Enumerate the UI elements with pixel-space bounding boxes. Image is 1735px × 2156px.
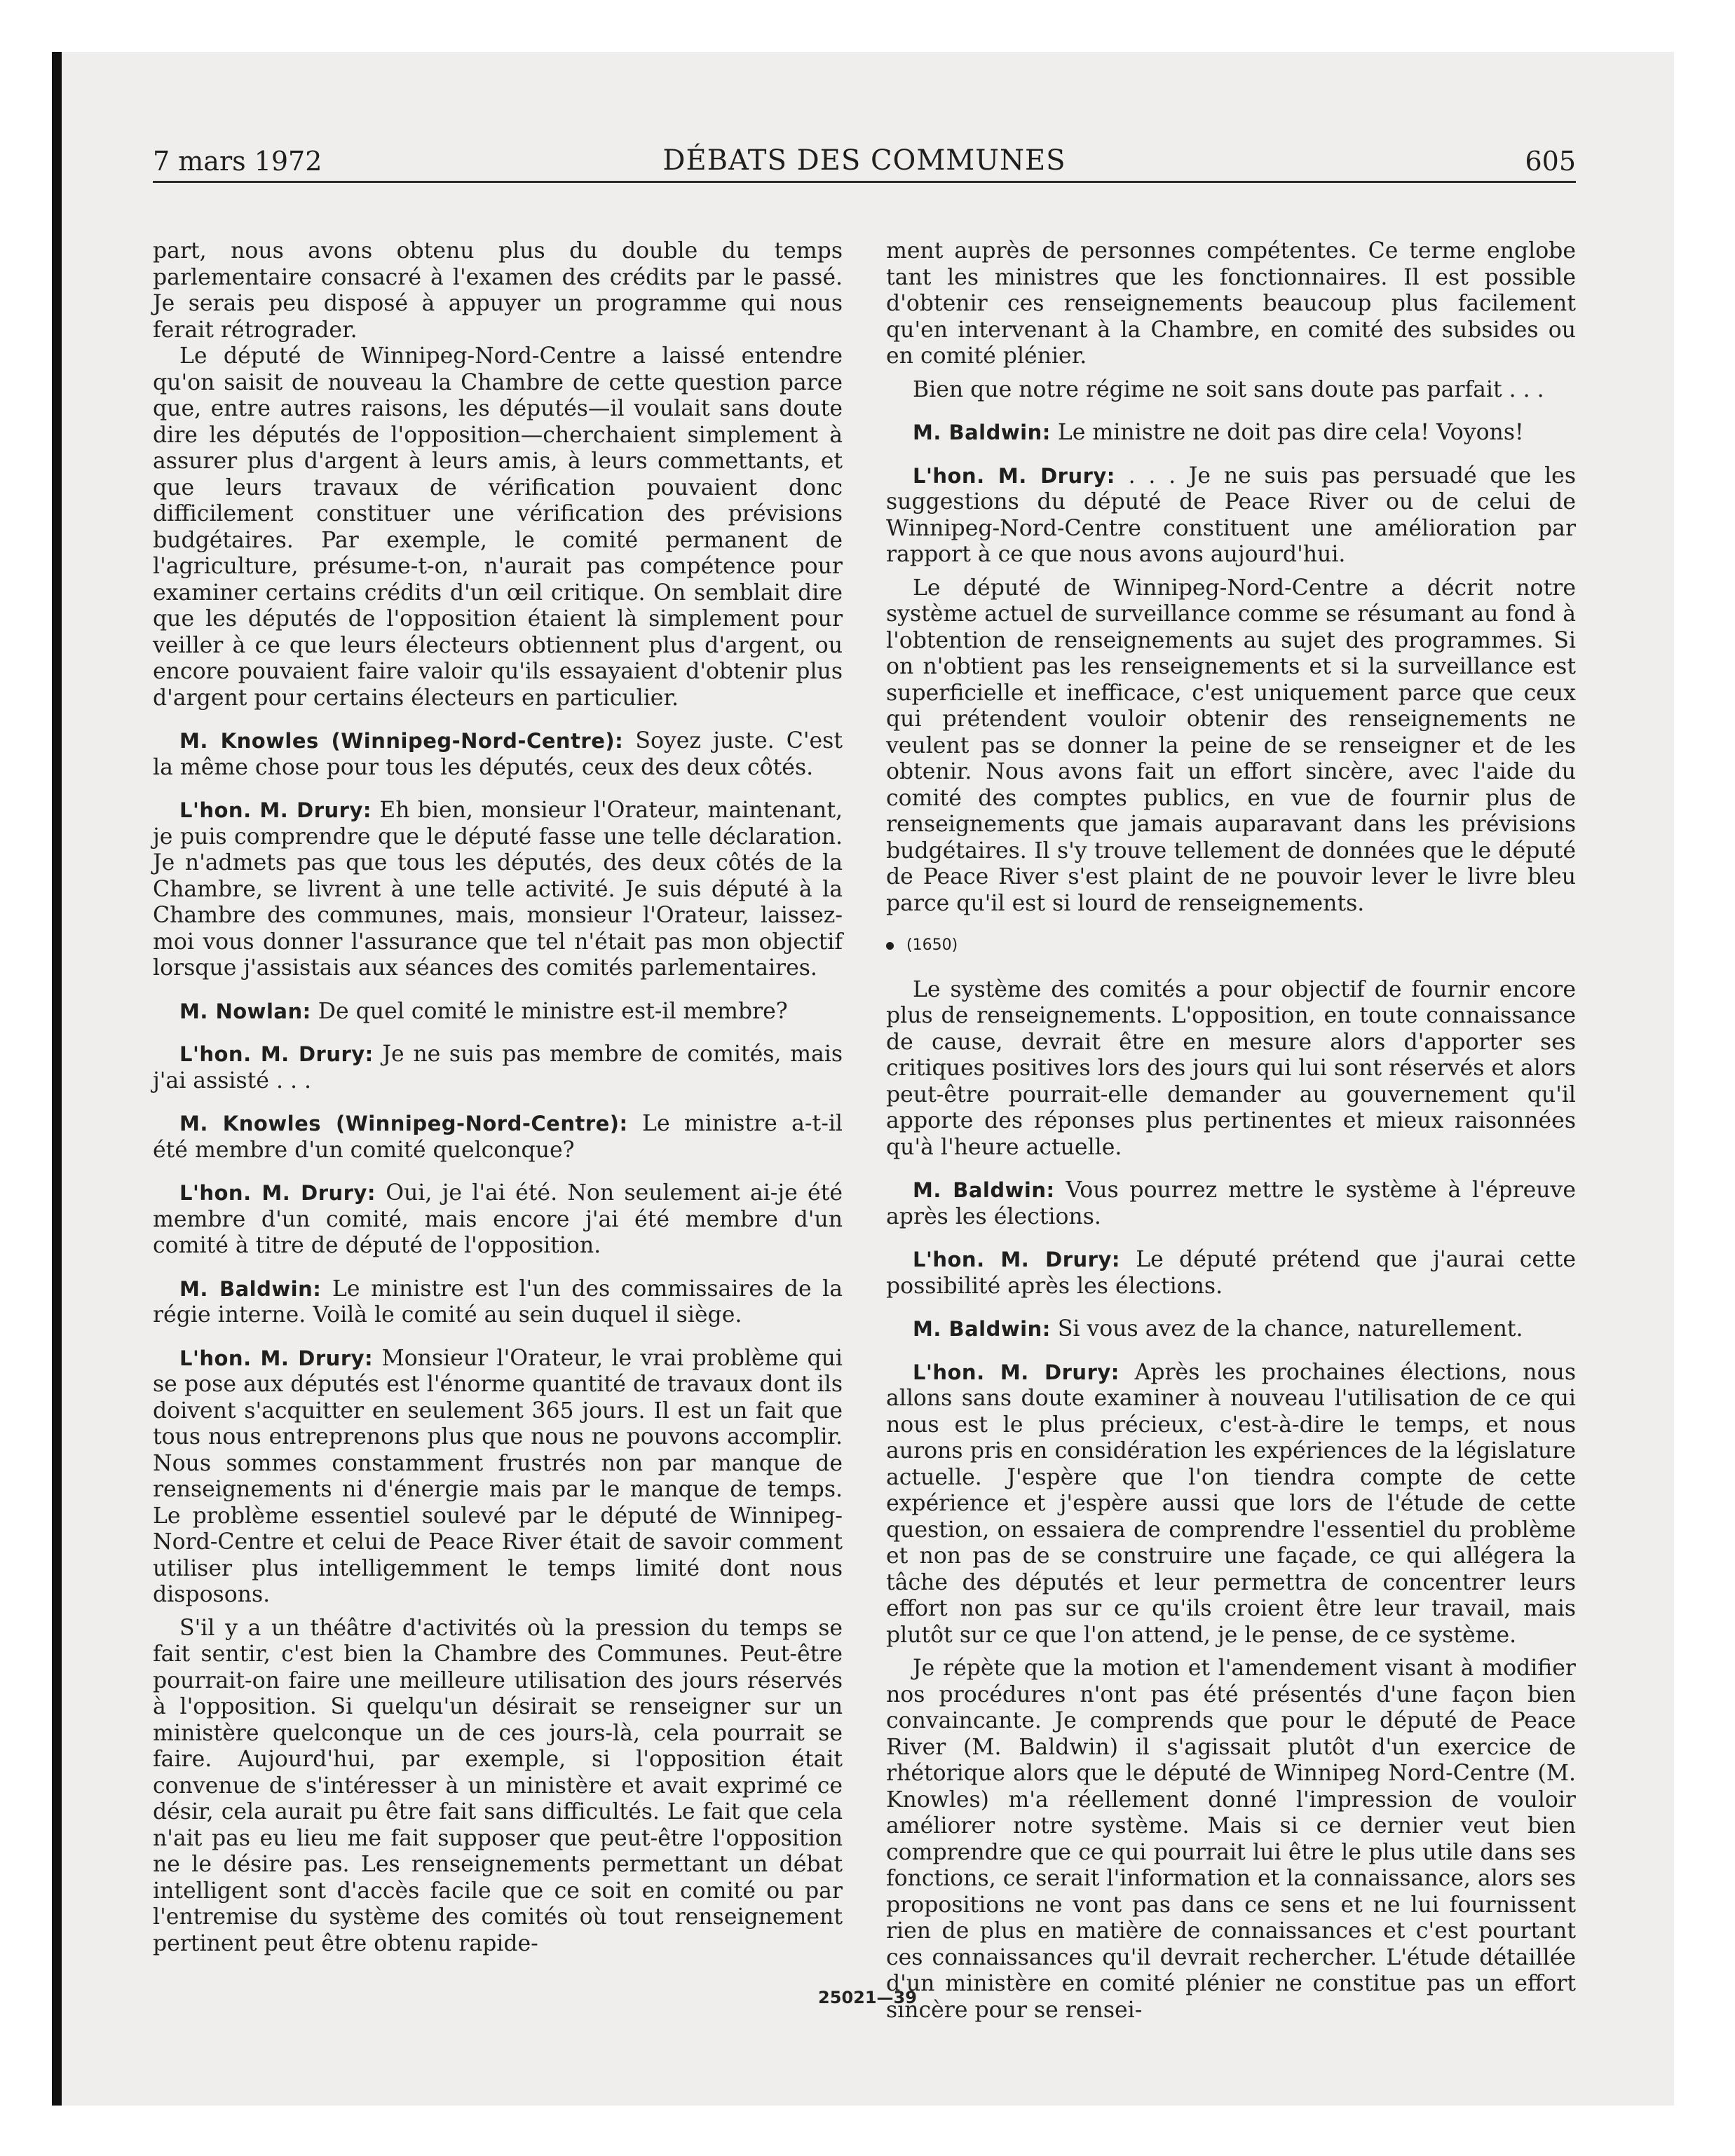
speech-text: De quel comité le ministre est-il membre?	[311, 998, 788, 1024]
running-header	[153, 146, 1576, 183]
speech-paragraph	[153, 728, 843, 781]
speech-text: Le ministre ne doit pas dire cela! Voyons!	[1050, 420, 1524, 445]
right-column	[886, 238, 1576, 2024]
speaker-name: L'hon. M. Drury:	[913, 1248, 1120, 1271]
speech-paragraph	[886, 1316, 1576, 1343]
speaker-name: L'hon. M. Drury:	[913, 463, 1115, 488]
speaker-name: M. Knowles (Winnipeg-Nord-Centre):	[179, 729, 624, 753]
body-paragraph: Bien que notre régime ne soit sans doute pas parfait . . .	[913, 376, 1544, 402]
speech-paragraph	[886, 1360, 1576, 1649]
speech-paragraph	[153, 1042, 843, 1094]
speech-paragraph	[153, 1276, 843, 1329]
speaker-name: L'hon. M. Drury:	[179, 1042, 374, 1066]
speaker-name: L'hon. M. Drury:	[913, 1360, 1120, 1384]
speech-text: Monsieur l'Orateur, le vrai problème qui se pose aux députés est l'énorme quantité de travaux dont ils doivent s'acquitter en seulement 365 jours. Il est un fait que tous nous entreprenons plus que nous ne pouvons accomplir. Nous sommes constamment frustrés non par manque de renseignements ni d'énergie mais par le manque de temps. Le problème essentiel soulevé par le député de Winnipeg-Nord-Centre et celui de Peace River était de savoir comment utiliser plus intelligemment le temps limité dont nous disposons.	[153, 1345, 843, 1607]
speaker-name: L'hon. M. Drury:	[179, 1346, 374, 1370]
left-column	[153, 238, 843, 1957]
speaker-name: M. Baldwin:	[913, 1317, 1051, 1341]
speech-text: Le député prétend que j'aurai cette possibilité après les élections.	[886, 1247, 1576, 1299]
body-paragraph: Je répète que la motion et l'amendement visant à modifier nos procédures n'ont pas été présentés d'une façon bien convaincante. Je comprends que pour le député de Peace River (M. Baldwin) il s'agissait plutôt d'un exercice de rhétorique alors que le député de Winnipeg Nord-Centre (M. Knowles) m'a réellement donné l'impression de vouloir améliorer notre système. Mais si ce dernier veut bien comprendre que ce qui pourrait lui être le plus utile dans ses fonctions, ce serait l'information et la connaissance, alors ses propositions ne vont pas dans ce sens et ne lui fournissent rien de plus en matière de connaissances et c'est pourtant ces connaissances qu'il devrait rechercher. L'étude détaillée d'un ministère en comité plénier ne constitue pas un effort sincère pour se rensei-	[886, 1656, 1576, 2023]
speech-text: Après les prochaines élections, nous allons sans doute examiner à nouveau l'utilisation de ce qui nous est le plus précieux, c'est-à-dire le temps, et nous aurons pris en considération les expériences de la législature actuelle. J'espère que l'on tiendra compte de cette expérience et j'espère aussi que lors de l'étude de cette question, on essaiera de comprendre l'essentiel du problème et non pas de se construire une façade, ce qui allégera la tâche des députés et leur permettra de concentrer leurs effort non pas sur ce qu'ils croient être leur travail, mais plutôt sur ce que l'on attend, je le pense, de ce système.	[886, 1359, 1577, 1648]
speech-text: Vous pourrez mettre le système à l'épreuve après les élections.	[886, 1178, 1576, 1229]
speech-paragraph	[153, 1346, 843, 1609]
speech-paragraph	[886, 1247, 1576, 1299]
speech-paragraph	[153, 1111, 843, 1164]
speaker-name: M. Knowles (Winnipeg-Nord-Centre):	[179, 1112, 628, 1135]
speech-paragraph	[886, 463, 1576, 568]
footer-signature: 25021—39	[818, 1988, 917, 2007]
body-paragraph: Le député de Winnipeg-Nord-Centre a laissé entendre qu'on saisit de nouveau la Chambre de cette question parce que, entre autres raisons, les députés—il voulait sans doute dire les députés de l'opposition—cherchaient simplement à assurer plus d'argent à leurs amis, à leurs commettants, et que leurs travaux de vérification pouvaient donc difficilement constituer une vérification des prévisions budgétaires. Par exemple, le comité permanent de l'agriculture, présume-t-on, n'aurait pas compétence pour examiner certains crédits d'un œil critique. On semblait dire que les députés de l'opposition étaient là simplement pour veiller à ce que leurs électeurs obtiennent plus d'argent, ou encore pouvaient faire valoir qu'ils essayaient d'obtenir plus d'argent pour certains électeurs en particulier.	[153, 343, 843, 711]
speech-text: Le ministre est l'un des commissaires de la régie interne. Voilà le comité au sein duquel il siège.	[153, 1276, 843, 1328]
speech-paragraph	[886, 420, 1576, 446]
speech-paragraph	[153, 1180, 843, 1260]
speaker-name: L'hon. M. Drury:	[179, 1181, 376, 1205]
speaker-name: M. Baldwin:	[913, 421, 1051, 444]
body-paragraph: Le député de Winnipeg-Nord-Centre a décrit notre système actuel de surveillance comme se résumant au fond à l'obtention de renseignements au sujet des programmes. Si on n'obtient pas les renseignements et si la surveillance est superficielle et inefficace, c'est uniquement parce que ceux qui prétendent vouloir obtenir des renseignements ne veulent pas se donner la peine de se renseigner et de les obtenir. Nous avons fait un effort sincère, avec l'aide du comité des comptes publics, en vue de fournir plus de renseignements que jamais auparavant dans les prévisions budgétaires. Il s'y trouve tellement de données que le député de Peace River s'est plaint de ne pouvoir lever le livre bleu parce qu'il est si lourd de renseignements.	[886, 575, 1576, 916]
speech-text: Eh bien, monsieur l'Orateur, maintenant, je puis comprendre que le député fasse une telle déclaration. Je n'admets pas que tous les députés, des deux côtés de la Chambre, se livrent à une telle activité. Je suis député à la Chambre des communes, mais, monsieur l'Orateur, laissez-moi vous donner l'assurance que tel n'était pas mon objectif lorsque j'assistais aux séances des comités parlementaires.	[153, 798, 843, 981]
speech-text: Oui, je l'ai été. Non seulement ai-je été membre d'un comité, mais encore j'ai été membre d'un comité à titre de député de l'opposition.	[153, 1180, 843, 1258]
header-title: DÉBATS DES COMMUNES	[662, 144, 1066, 177]
header-date: 7 mars 1972	[153, 146, 322, 177]
speech-text: Le ministre a-t-il été membre d'un comité quelconque?	[153, 1111, 843, 1163]
body-paragraph: ment auprès de personnes compétentes. Ce terme englobe tant les ministres que les fonctionnaires. Il est possible d'obtenir ces renseignements beaucoup plus facilement qu'en intervenant à la Chambre, en comité des subsides ou en comité plénier.	[886, 238, 1576, 369]
scan-edge-shadow	[52, 52, 62, 2106]
speech-paragraph	[886, 1178, 1576, 1230]
body-paragraph: part, nous avons obtenu plus du double du temps parlementaire consacré à l'examen des crédits par le passé. Je serais peu disposé à appuyer un programme qui nous ferait rétrograder.	[153, 238, 843, 343]
speaker-name: L'hon. M. Drury:	[179, 798, 372, 822]
speech-paragraph	[153, 999, 843, 1025]
speaker-name: M. Nowlan:	[179, 999, 311, 1023]
page-number: 605	[1525, 146, 1576, 177]
body-paragraph: S'il y a un théâtre d'activités où la pression du temps se fait sentir, c'est bien la Chambre des Communes. Peut-être pourrait-on faire une meilleure utilisation des jours réservés à l'opposition. Si quelqu'un désirait se renseigner sur un ministère quelconque un de ces jours-là, cela pourrait se faire. Aujourd'hui, par exemple, si l'opposition était convenue de s'intéresser à un ministère et avait exprimé ce désir, cela aurait pu être fait sans difficultés. Le fait que cela n'ait pas eu lieu me fait supposer que peut-être l'opposition ne le désire pas. Les renseignements permettant un débat intelligent sont d'accès facile que ce soit en comité ou par l'entremise du système des comités où tout renseignement pertinent peut être obtenu rapide-	[153, 1615, 843, 1956]
body-paragraph: Le système des comités a pour objectif de fournir encore plus de renseignements. L'opposition, en toute connaissance de cause, devrait être en mesure alors d'apporter ses critiques positives lors des jours qui lui sont réservés et alors peut-être pourrait-elle demander au gouvernement qu'il apporte des réponses plus pertinentes et mieux raisonnées qu'à l'heure actuelle.	[886, 976, 1576, 1160]
speech-text: Je ne suis pas membre de comités, mais j'ai assisté . . .	[153, 1042, 843, 1093]
time-marker	[886, 932, 1576, 959]
speaker-name: M. Baldwin:	[179, 1276, 322, 1301]
speech-text: Soyez juste. C'est la même chose pour tous les députés, ceux des deux côtés.	[153, 728, 843, 780]
bullet-icon	[886, 942, 894, 950]
speech-text: . . . Je ne suis pas persuadé que les suggestions du député de Peace River ou de celui de Winnipeg-Nord-Centre constituent une amélioration par rapport à ce que nous avons aujourd'hui.	[886, 463, 1576, 567]
speech-paragraph	[153, 798, 843, 982]
speech-text: Si vous avez de la chance, naturellement.	[1050, 1316, 1523, 1342]
speaker-name: M. Baldwin:	[913, 1178, 1055, 1202]
time-marker-text: (1650)	[906, 936, 958, 954]
